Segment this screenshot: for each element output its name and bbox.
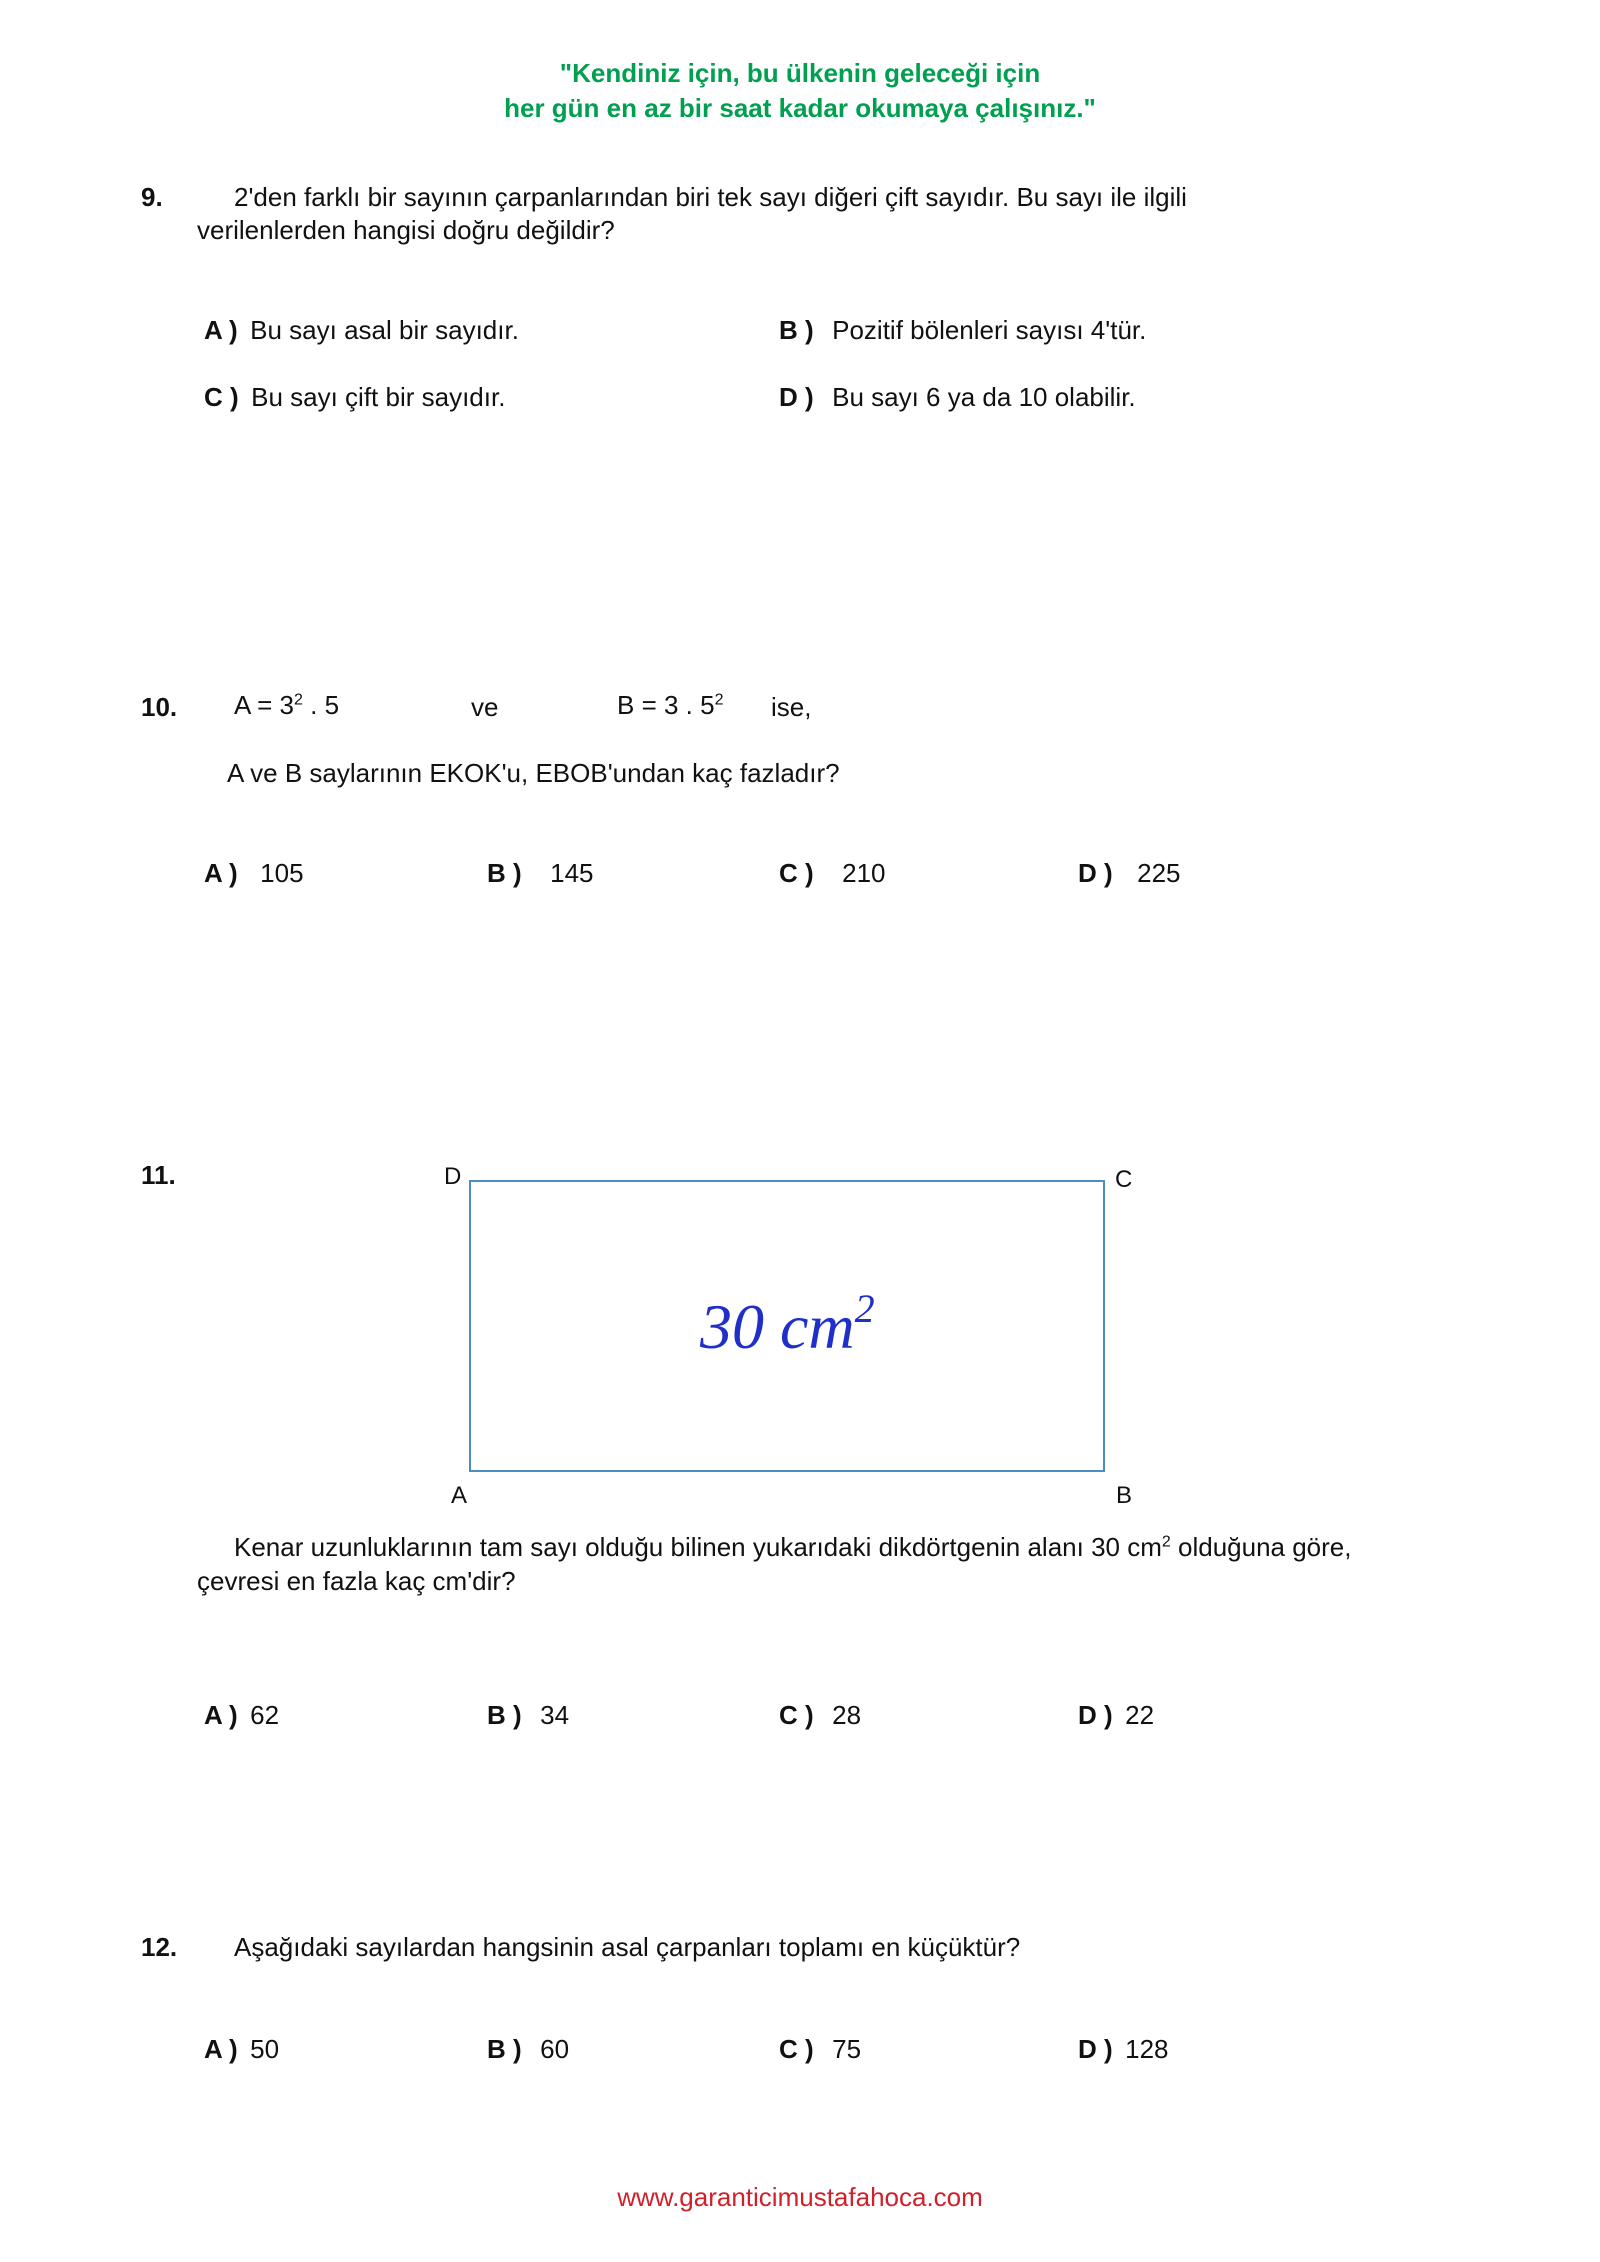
option-letter: B ) bbox=[487, 858, 522, 888]
option-text: 145 bbox=[550, 858, 594, 888]
question-11-text-line-1: Kenar uzunluklarının tam sayı olduğu bilinen yukarıdaki dikdörtgenin alanı 30 $cm^2$ olduğuna göre, bbox=[234, 1532, 1352, 1562]
question-10-b-expression: B = 3 . $5^2$ bbox=[617, 690, 724, 720]
corner-label-a: A bbox=[451, 1482, 468, 1509]
question-11-option-a[interactable] bbox=[204, 1700, 279, 1731]
option-text: Bu sayı asal bir sayıdır. bbox=[250, 315, 519, 345]
option-text: 22 bbox=[1125, 1700, 1155, 1730]
option-letter: D ) bbox=[1078, 858, 1113, 888]
option-text: 225 bbox=[1137, 858, 1181, 888]
question-11-text-line-2: çevresi en fazla kaç cm'dir? bbox=[197, 1566, 516, 1596]
question-10-option-b[interactable] bbox=[487, 858, 594, 889]
option-letter: B ) bbox=[487, 2034, 522, 2064]
option-letter: B ) bbox=[779, 315, 814, 345]
option-letter: C ) bbox=[779, 2034, 814, 2064]
question-10-text: A ve B saylarının EKOK'u, EBOB'undan kaç fazladır? bbox=[227, 758, 840, 788]
option-text: Pozitif bölenleri sayısı 4'tür. bbox=[832, 315, 1147, 345]
option-text: 105 bbox=[260, 858, 304, 888]
question-9-option-d[interactable] bbox=[779, 382, 1136, 413]
option-letter: A ) bbox=[204, 2034, 238, 2064]
option-letter: C ) bbox=[779, 1700, 814, 1730]
question-9-number: 9. bbox=[141, 182, 163, 212]
question-10-option-d[interactable] bbox=[1078, 858, 1181, 889]
question-10-ise: ise, bbox=[771, 692, 812, 722]
question-10-ve: ve bbox=[471, 692, 499, 722]
question-9-option-a[interactable] bbox=[204, 315, 519, 346]
question-11-option-d[interactable] bbox=[1078, 1700, 1154, 1731]
option-text: 50 bbox=[250, 2034, 280, 2064]
question-12-text: Aşağıdaki sayılardan hangsinin asal çarpanları toplamı en küçüktür? bbox=[234, 1932, 1021, 1962]
motto-line-1: "Kendiniz için, bu ülkenin geleceği için bbox=[559, 58, 1041, 88]
option-text: 75 bbox=[832, 2034, 862, 2064]
option-letter: D ) bbox=[1078, 2034, 1113, 2064]
corner-label-d: D bbox=[444, 1163, 462, 1190]
option-text: 60 bbox=[540, 2034, 570, 2064]
rectangle-area-label: 30 $cm^2$ bbox=[700, 1286, 875, 1362]
option-text: 62 bbox=[250, 1700, 280, 1730]
question-10-option-c[interactable] bbox=[779, 858, 886, 889]
option-text: 28 bbox=[832, 1700, 862, 1730]
question-10-option-a[interactable] bbox=[204, 858, 304, 889]
question-12-option-c[interactable] bbox=[779, 2034, 861, 2065]
question-10-number: 10. bbox=[141, 692, 178, 722]
option-letter: D ) bbox=[779, 382, 814, 412]
option-letter: B ) bbox=[487, 1700, 522, 1730]
motto-line-2: her gün en az bir saat kadar okumaya çalışınız." bbox=[504, 93, 1096, 123]
question-9-text-line-1: 2'den farklı bir sayının çarpanlarından biri tek sayı diğeri çift sayıdır. Bu sayı ile ilgili bbox=[234, 182, 1187, 212]
question-12-option-a[interactable] bbox=[204, 2034, 279, 2065]
option-letter: A ) bbox=[204, 858, 238, 888]
question-11-option-c[interactable] bbox=[779, 1700, 861, 1731]
question-9-text-line-2: verilenlerden hangisi doğru değildir? bbox=[197, 215, 615, 245]
question-12-option-b[interactable] bbox=[487, 2034, 569, 2065]
option-letter: A ) bbox=[204, 1700, 238, 1730]
option-text: 210 bbox=[842, 858, 886, 888]
question-9-option-c[interactable] bbox=[204, 382, 505, 413]
corner-label-c: C bbox=[1115, 1166, 1133, 1193]
question-12-option-d[interactable] bbox=[1078, 2034, 1169, 2065]
question-9-option-b[interactable] bbox=[779, 315, 1146, 346]
option-letter: C ) bbox=[779, 858, 814, 888]
option-letter: A ) bbox=[204, 315, 238, 345]
option-letter: D ) bbox=[1078, 1700, 1113, 1730]
option-text: Bu sayı 6 ya da 10 olabilir. bbox=[832, 382, 1136, 412]
option-letter: C ) bbox=[204, 382, 239, 412]
question-11-number: 11. bbox=[141, 1160, 176, 1190]
corner-label-b: B bbox=[1116, 1482, 1133, 1509]
question-11-option-b[interactable] bbox=[487, 1700, 569, 1731]
footer-website-link[interactable]: www.garanticimustafahoca.com bbox=[617, 2182, 983, 2212]
question-12-number: 12. bbox=[141, 1932, 178, 1962]
option-text: Bu sayı çift bir sayıdır. bbox=[251, 382, 506, 412]
option-text: 128 bbox=[1125, 2034, 1169, 2064]
question-10-a-expression: $A = 3^2$ . 5 bbox=[234, 690, 340, 720]
option-text: 34 bbox=[540, 1700, 570, 1730]
